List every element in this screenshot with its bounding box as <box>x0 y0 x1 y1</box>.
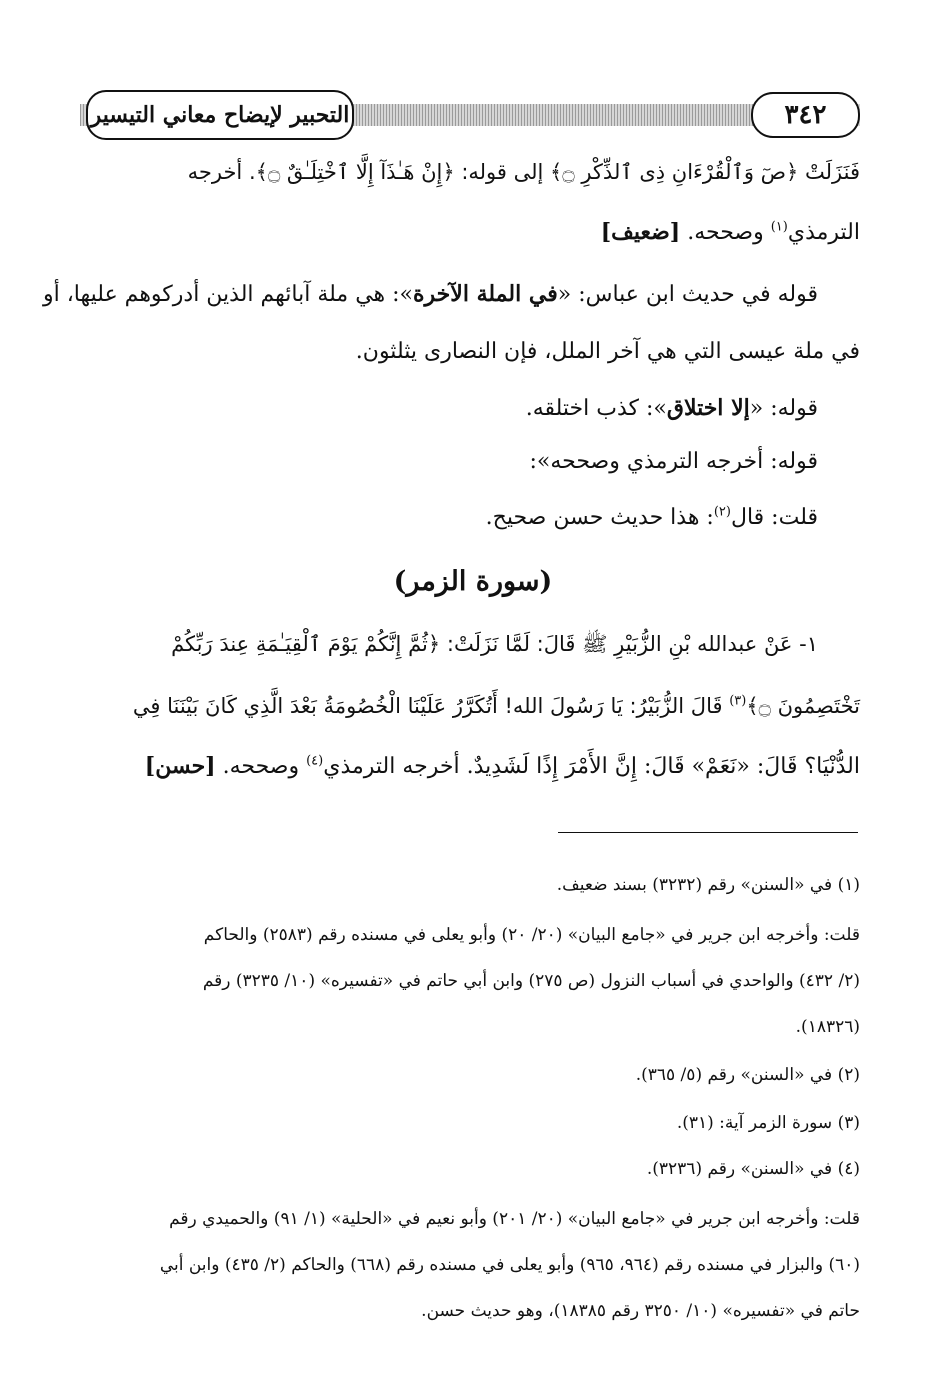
text-run: »: هي ملة آبائهم الذين أدركوهم عليها، أو <box>42 282 414 307</box>
footnote-ref-1[interactable]: (١) <box>770 219 788 235</box>
footnote-3: (٣) سورة الزمر آية: (٣١). <box>676 1113 860 1133</box>
hadith-text: الدُّنْيَا؟ قَالَ: «نَعَمْ» قَالَ: إِنَّ الأَمْرَ إِذًا لَشَدِيدٌ. أخرجه الترمذي <box>323 754 860 779</box>
footnote-4: (٤) في «السنن» رقم (٣٢٣٦). <box>646 1159 860 1179</box>
quoted-phrase: إلا اختلاق <box>666 395 750 421</box>
quran-verse-text: تَخْتَصِمُونَ ۝﴾ <box>746 694 860 718</box>
footnote-1-line-3: (٢/ ٤٣٢) والواحدي في أسباب النزول (ص ٢٧٥) وابن أبي حاتم في «تفسيره» (١٠/ ٣٢٣٥) رقم <box>202 971 860 991</box>
body-line-4: في ملة عيسى التي هي آخر الملل، فإن النصارى يثلثون. <box>355 339 860 364</box>
quran-verse-text: فَنَزَلَتْ ﴿صٓ وَٱلْقُرْءَانِ ذِى ٱلذِّكْرِ ۝﴾ إلى قوله: ﴿إِنْ هَـٰذَآ إِلَّا ٱخْتِلَـٰقٌ ۝﴾. أخرجه <box>187 160 860 184</box>
text-run: الترمذي <box>787 220 860 245</box>
hadith-line-3 <box>86 748 860 785</box>
body-line-6: قوله: أخرجه الترمذي وصححه»: <box>529 449 818 474</box>
body-line-2 <box>86 214 860 251</box>
footnote-ref-2[interactable]: (٢) <box>713 504 731 520</box>
page-number: ٣٤٢ <box>751 92 860 138</box>
footnote-ref-3[interactable]: (٣) <box>729 693 747 709</box>
footnote-4-line-3: (٦٠) والبزار في مسنده رقم (٩٦٤، ٩٦٥) وأبو يعلى في مسنده رقم (٦٦٨) والحاكم (٢/ ٤٣٥) وابن أبي <box>159 1255 860 1275</box>
body-line-3 <box>42 276 818 313</box>
hadith-grade: [ضعيف] <box>600 219 681 245</box>
text-run: قوله في حديث ابن عباس: « <box>557 282 818 307</box>
body-line-5 <box>86 390 818 427</box>
text-run: قوله: « <box>749 396 818 421</box>
hadith-line-1 <box>86 626 818 663</box>
running-title: التحبير لإيضاح معاني التيسير <box>86 90 354 140</box>
footnote-1-line-2: قلت: وأخرجه ابن جرير في «جامع البيان» (٢٠/ ٢٠) وأبو يعلى في مسنده رقم (٢٥٨٣) والحاكم <box>203 925 860 945</box>
body-line-1 <box>86 154 860 191</box>
footnote-4-line-2: قلت: وأخرجه ابن جرير في «جامع البيان» (٢٠/ ٢٠١) وأبو نعيم في «الحلية» (١/ ٩١) والحميدي رقم <box>169 1209 860 1229</box>
hadith-line-2 <box>86 688 860 725</box>
page-header <box>80 86 860 144</box>
footnote-divider <box>558 832 858 833</box>
text-run: »: كذب اختلقه. <box>525 396 667 421</box>
hadith-text: ١- عَنْ عبدالله بْنِ الزُّبَيْرِ ﷺ قَالَ: لَمَّا نَزَلَتْ: ﴿ثُمَّ إِنَّكُمْ يَوْمَ ٱلْقِيَـٰمَةِ عِندَ رَبِّكُمْ <box>171 632 818 656</box>
footnote-4-line-4: حاتم في «تفسيره» (١٠/ ٣٢٥٠ رقم ١٨٣٨٥)، وهو حديث حسن. <box>421 1301 860 1321</box>
footnote-1-line-4: (١٨٣٢٦). <box>795 1017 860 1037</box>
quoted-phrase: في الملة الآخرة <box>413 281 558 307</box>
footnote-ref-4[interactable]: (٤) <box>306 753 324 769</box>
section-title: (سورة الزمر) <box>393 566 553 597</box>
text-run: قلت: قال <box>730 505 818 530</box>
body-line-7 <box>86 500 818 536</box>
hadith-text: قَالَ الزُّبَيْرُ: يَا رَسُولَ الله! أَتُكَرَّرُ عَلَيْنَا الْخُصُومَةُ بَعْدَ الَّذِي كَانَ بَيْنَنَا فِي <box>132 694 730 718</box>
footnote-1: (١) في «السنن» رقم (٣٢٣٢) بسند ضعيف. <box>556 875 860 895</box>
hadith-grade: [حسن] <box>144 753 216 779</box>
text-run: : هذا حديث حسن صحيح. <box>485 505 714 530</box>
text-run: وصححه. <box>215 754 307 779</box>
text-run: وصححه. <box>680 220 771 245</box>
footnote-2: (٢) في «السنن» رقم (٥/ ٣٦٥). <box>635 1065 860 1085</box>
